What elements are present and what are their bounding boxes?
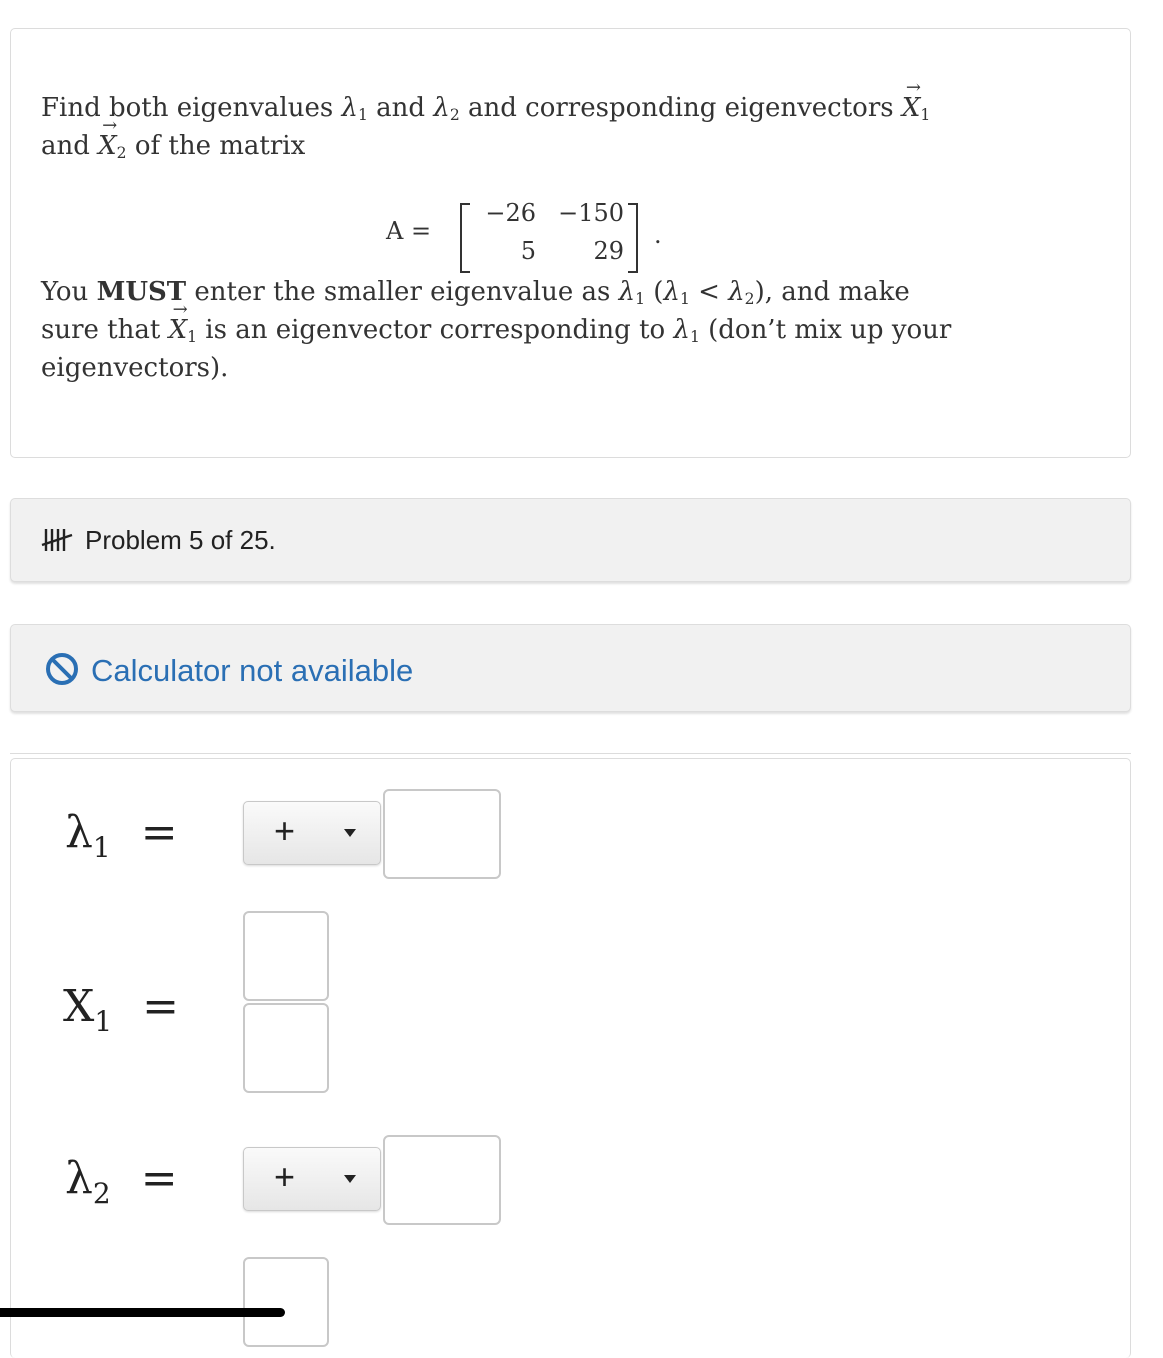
x2-component-1-input[interactable]	[243, 1257, 329, 1347]
matrix-cell-r1c1: −26	[485, 199, 536, 227]
lambda1-sign-select[interactable]: +	[243, 801, 381, 865]
right-bracket	[628, 203, 638, 273]
vector-x1: → X	[902, 89, 921, 127]
question-paragraph-2: You MUST enter the smaller eigenvalue as $\lambda_1$ $(\lambda_1 < \lambda_2)$, and make sure that → $X_1$ is an eigenvector corresponding to $\lambda_1$ (don’t mix up your eigenvectors).	[41, 273, 1001, 387]
chevron-down-icon	[344, 1175, 356, 1183]
lambda2-sign-select[interactable]: +	[243, 1147, 381, 1211]
question-paragraph-1: Find both eigenvalues $\lambda_1$ and $\lambda_2$ and corresponding eigenvectors → $X_1$ and → $X_2$ of the matrix	[41, 89, 1001, 165]
problem-counter: Problem 5 of 25.	[85, 525, 276, 555]
question-card	[10, 28, 1131, 458]
matrix-cell-r1c2: −150	[558, 199, 624, 227]
calculator-status-text: Calculator not available	[91, 653, 414, 688]
x1-label: $X_1$ =	[63, 981, 180, 1038]
answer-card	[10, 758, 1131, 1358]
x1-component-2-input[interactable]	[243, 1003, 329, 1093]
lambda1-label: $\lambda_1$ =	[65, 807, 178, 864]
calculator-status-bar	[10, 624, 1131, 712]
lambda2-label: $\lambda_2$ =	[65, 1153, 178, 1210]
chevron-down-icon	[344, 829, 356, 837]
matrix-a: A = −26 −150 5 29 .	[386, 199, 706, 273]
x1-component-1-input[interactable]	[243, 911, 329, 1001]
tally-icon	[41, 527, 75, 553]
matrix-cell-r2c2: 29	[593, 237, 624, 265]
vector-x2: → X	[98, 127, 117, 165]
problem-progress-bar	[10, 498, 1131, 582]
matrix-cell-r2c1: 5	[520, 237, 536, 265]
vector-x1-ref: → X	[169, 311, 188, 349]
home-indicator	[0, 1308, 285, 1317]
ban-icon	[45, 652, 79, 686]
lambda1-input[interactable]	[383, 789, 501, 879]
lambda2-input[interactable]	[383, 1135, 501, 1225]
divider	[10, 753, 1131, 754]
